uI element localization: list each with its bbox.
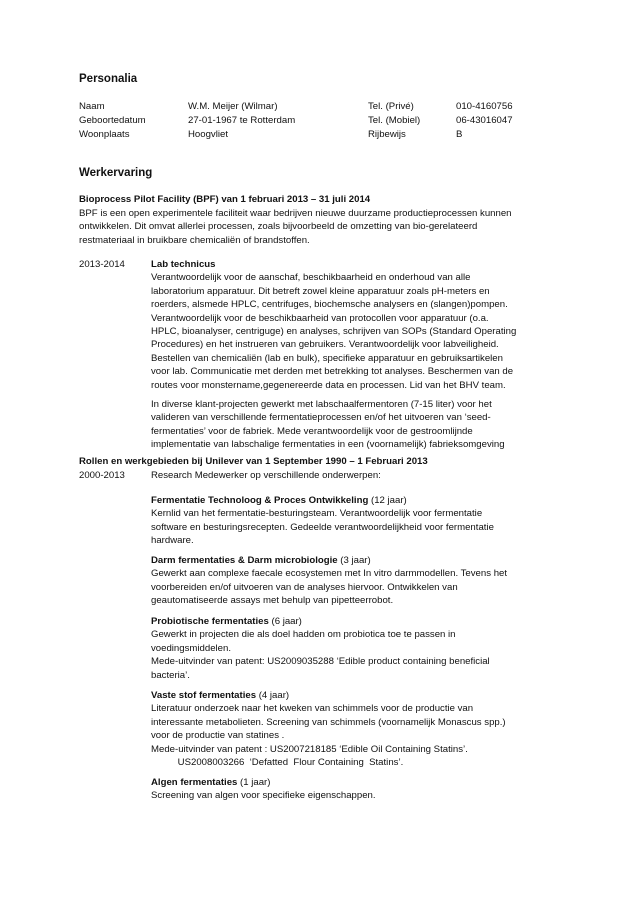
section-line: Gewerkt in projecten die als doel hadden om probiotica toe te passen in <box>151 629 456 641</box>
role-line: laboratorium apparatuur. Dit betreft zowel kleine apparatuur zoals pH-meters en <box>151 285 490 297</box>
section-title <box>151 776 571 789</box>
bpf-title: Bioprocess Pilot Facility (BPF) van 1 februari 2013 – 31 juli 2014 <box>79 194 371 205</box>
section-duration: (12 jaar) <box>368 495 407 506</box>
section-title <box>151 615 571 628</box>
section-line: geautomatiseerde assays met behulp van pipetteerrobot. <box>151 595 394 607</box>
section-fermentatie-technoloog <box>151 494 571 548</box>
project-line: valideren van verschillende fermentatieprocessen en/of het uitvoeren van ‘seed- <box>151 412 491 424</box>
value-naam: W.M. Meijer (Wilmar) <box>188 101 278 112</box>
value-rijbewijs: B <box>456 129 463 140</box>
section-vaste-stof-fermentaties <box>151 689 571 769</box>
role-line: Verantwoordelijk voor de aanschaf, beschikbaarheid en onderhoud van alle <box>151 272 471 284</box>
unilever-period: 2000-2013 <box>79 470 125 481</box>
section-line: software en besturingsrecepten. Gedeelde verantwoordelijkheid voor fermentatie <box>151 521 494 533</box>
bpf-role-block <box>151 258 571 392</box>
section-line: Kernlid van het fermentatie-besturingsteam. Verantwoordelijk voor fermentatie <box>151 508 483 520</box>
section-duration: (6 jaar) <box>268 616 302 627</box>
role-line: Verantwoordelijk voor de beschikbaarheid van protocollen voor apparatuur (o.a. <box>151 312 489 324</box>
section-duration: (1 jaar) <box>237 777 271 788</box>
desc-line: restmateriaal in bruikbare chemicaliën of brandstoffen. <box>79 234 310 246</box>
label-rijbewijs: Rijbewijs <box>368 129 406 140</box>
bpf-description <box>79 207 569 247</box>
value-tel-mobiel: 06-43016047 <box>456 115 513 126</box>
label-tel-mobiel: Tel. (Mobiel) <box>368 115 421 126</box>
value-geboortedatum: 27-01-1967 te Rotterdam <box>188 115 296 126</box>
section-probiotische-fermentaties <box>151 615 571 682</box>
section-title-text: Vaste stof fermentaties <box>151 690 257 701</box>
section-darm-fermentaties <box>151 554 571 608</box>
project-line: fermentaties’ voor de fabriek. Mede verantwoordelijk voor de gestroomlijnde <box>151 425 473 437</box>
value-woonplaats: Hoogvliet <box>188 129 228 140</box>
section-title-text: Darm fermentaties & Darm microbiologie <box>151 555 338 566</box>
bpf-role: Lab technicus <box>151 259 216 270</box>
section-duration: (3 jaar) <box>337 555 371 566</box>
section-title <box>151 494 571 507</box>
project-line: In diverse klant-projecten gewerkt met labschaalfermentoren (7-15 liter) voor het <box>151 399 492 410</box>
section-line: Mede-uitvinder van patent : US2007218185 ‘Edible Oil Containing Statins’. <box>151 743 468 755</box>
section-title-text: Fermentatie Technoloog & Proces Ontwikkeling <box>151 495 369 506</box>
section-line: US2008003266 ‘Defatted Flour Containing Statins’. <box>151 757 404 769</box>
value-tel-prive: 010-4160756 <box>456 101 513 112</box>
role-line: routes voor monstername,gegenereerde data en processen. Lid van het BHV team. <box>151 379 506 391</box>
personalia-heading: Personalia <box>79 73 138 85</box>
section-algen-fermentaties <box>151 776 571 803</box>
label-geboortedatum: Geboortedatum <box>79 115 146 126</box>
desc-line: BPF is een open experimentele faciliteit waar bedrijven nieuwe duurzame productieprocessen kunnen <box>79 208 512 219</box>
role-line: HPLC, bioanalyser, centriguge) en analyses, schrijven van SOPs (Standard Operating <box>151 326 517 338</box>
unilever-title: Rollen en werkgebieden bij Unilever van 1 September 1990 – 1 Februari 2013 <box>79 456 428 467</box>
section-line: Gewerkt aan complexe faecale ecosystemen met In vitro darmmodellen. Tevens het <box>151 568 508 580</box>
section-duration: (4 jaar) <box>256 690 290 701</box>
section-title-text: Algen fermentaties <box>151 777 238 788</box>
label-tel-prive: Tel. (Privé) <box>368 101 414 112</box>
role-line: roerders, alsmede HPLC, centrifuges, biochemsche analysers en (slangen)pompen. <box>151 299 508 311</box>
section-line: Screening van algen voor specifieke eigenschappen. <box>151 790 376 802</box>
role-line: voor lab. Communicatie met derden met betrekking tot analyses. Beschermen van de <box>151 366 514 378</box>
section-line: hardware. <box>151 535 194 547</box>
section-line: Literatuur onderzoek naar het kweken van schimmels voor de productie van <box>151 703 474 715</box>
bpf-projects-block <box>151 398 571 452</box>
unilever-role: Research Medewerker op verschillende onderwerpen: <box>151 470 381 481</box>
section-line: voor de productie van statines . <box>151 730 285 742</box>
section-line: bacteria’. <box>151 669 190 681</box>
label-woonplaats: Woonplaats <box>79 129 130 140</box>
section-title-text: Probiotische fermentaties <box>151 616 269 627</box>
section-line: voorbereiden en/of uitvoeren van de analyses hiervoor. Ontwikkelen van <box>151 581 458 593</box>
bpf-period: 2013-2014 <box>79 259 125 270</box>
role-line: Procedures) en het instrueren van gebruikers. Verantwoordelijk voor labveiligheid. <box>151 339 499 351</box>
section-line: Mede-uitvinder van patent: US2009035288 ‘Edible product containing beneficial <box>151 656 490 668</box>
label-naam: Naam <box>79 101 105 112</box>
section-line: voedingsmiddelen. <box>151 642 232 654</box>
desc-line: ontwikkelen. Dit omvat allerlei processen, zoals bijvoorbeeld de omzetting van bio-gerelateerd <box>79 221 478 233</box>
role-line: Bestellen van chemicaliën (lab en bulk), specifieke apparatuur en gebruiksartikelen <box>151 352 503 364</box>
werkervaring-heading: Werkervaring <box>79 167 153 179</box>
section-title <box>151 689 571 702</box>
section-title <box>151 554 571 567</box>
project-line: implementatie van labschalige fermentaties in een (voornamelijk) fabrieksomgeving <box>151 439 505 451</box>
section-line: interessante metabolieten. Screening van schimmels (voornamelijk Monascus spp.) <box>151 716 506 728</box>
